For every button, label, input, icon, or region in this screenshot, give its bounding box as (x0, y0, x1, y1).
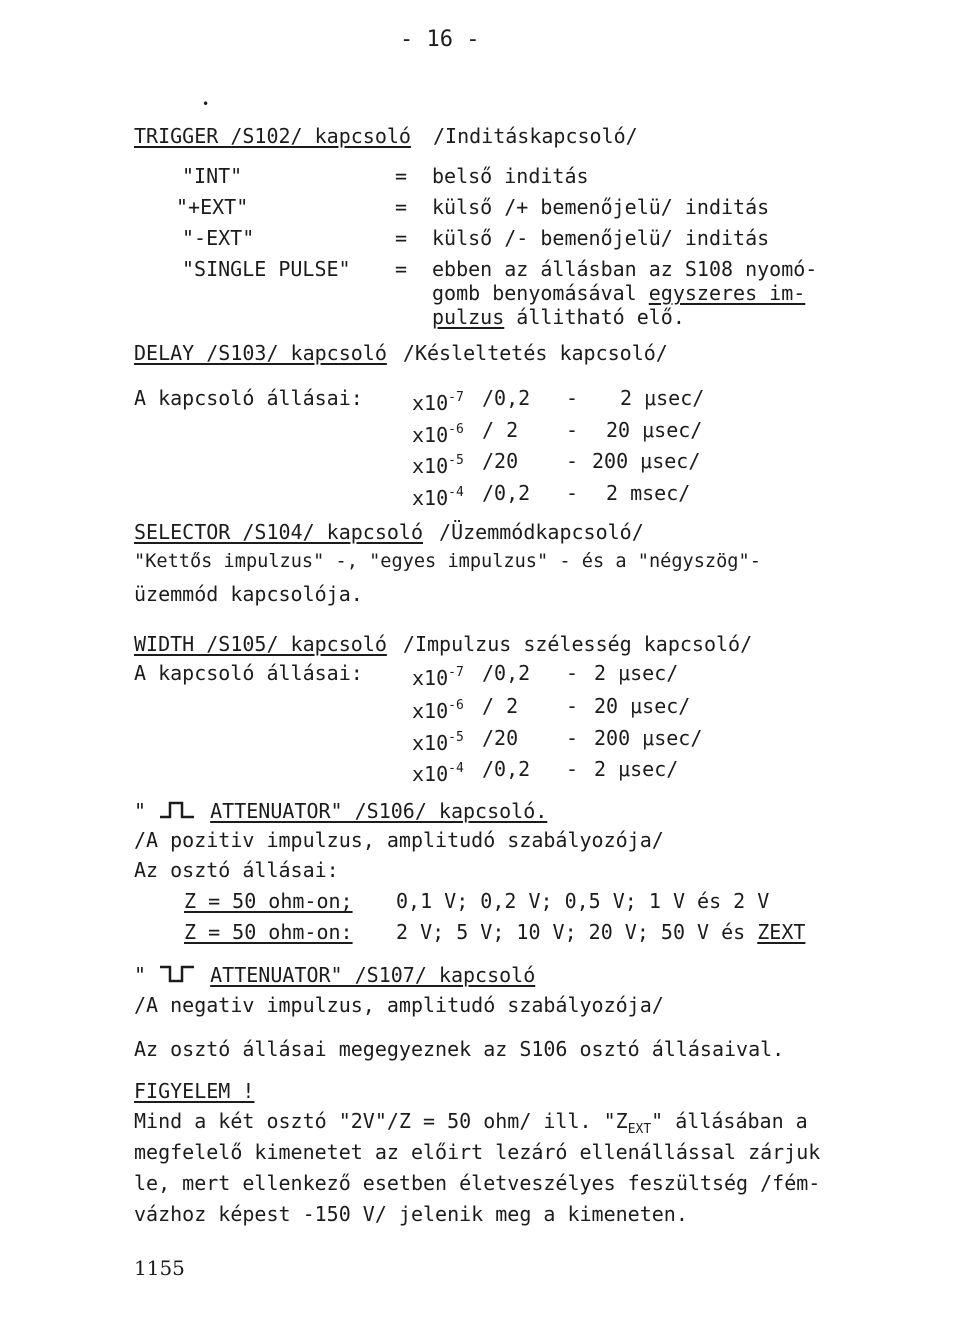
delay-row (412, 481, 464, 510)
delay-to: 2 msec/ (606, 481, 691, 505)
trigger-heading-line (134, 124, 638, 148)
page-number: - 16 - (400, 27, 480, 52)
delay-exponent: -5 (448, 453, 464, 468)
delay-dash: - (566, 418, 579, 442)
trigger-row-pext-key: "+EXT" (176, 195, 249, 219)
width-to: 2 μsec/ (594, 661, 679, 685)
neg-att-quote: " (134, 963, 147, 987)
warning-heading: FIGYELEM ! (134, 1079, 255, 1103)
delay-dash: - (566, 481, 579, 505)
width-label: A kapcsoló állásai: (134, 661, 363, 685)
trigger-cont-line-1 (432, 281, 805, 305)
width-exponent: -4 (448, 761, 464, 776)
width-row (412, 757, 464, 786)
delay-exponent: -7 (448, 390, 464, 405)
trigger-row-pext-eq: = (395, 195, 408, 219)
trigger-row-int-val: belső inditás (432, 164, 589, 188)
trigger-row-next-val: külső /- bemenőjelü/ inditás (432, 226, 770, 250)
pos-att-desc: /A pozitiv impulzus, amplitudó szabályozója/ (134, 828, 664, 852)
pos-att-z0-values-line (396, 920, 805, 944)
trigger-cont-2a: pulzus (432, 305, 505, 329)
pos-att-heading: ATTENUATOR" /S106/ kapcsoló. (210, 799, 548, 823)
delay-heading-desc: /Késleltetés kapcsoló/ (402, 341, 668, 365)
delay-base: x10 (412, 391, 449, 415)
delay-dash: - (566, 386, 579, 410)
neg-att-note: Az osztó állásai megegyeznek az S106 osztó állásaival. (134, 1037, 785, 1061)
warning-line-1a: Mind a két osztó "2V"/Z = 50 ohm/ ill. "Z (134, 1109, 628, 1133)
pos-att-z0-label: Z = 50 ohm-on: (184, 920, 353, 944)
delay-to: 200 μsec/ (592, 449, 701, 473)
width-row (412, 694, 464, 723)
trigger-row-single-key: "SINGLE PULSE" (182, 257, 351, 281)
trigger-cont-1b: egyszeres im- (648, 281, 806, 305)
pos-att-oszto-label: Az osztó állásai: (134, 858, 339, 882)
delay-to: 20 μsec/ (606, 418, 703, 442)
trigger-row-next-key: "-EXT" (182, 226, 255, 250)
width-to: 2 μsec/ (594, 757, 679, 781)
positive-pulse-icon (158, 800, 198, 820)
selector-line-2: üzemmód kapcsolója. (134, 582, 363, 606)
trigger-row-next-eq: = (395, 226, 408, 250)
width-dash: - (566, 661, 579, 685)
width-dash: - (566, 757, 579, 781)
delay-base: x10 (412, 486, 449, 510)
width-dash: - (566, 726, 579, 750)
delay-range: /20 (482, 449, 519, 473)
pos-att-z50-label: Z = 50 ohm-on; (184, 889, 353, 913)
delay-range: /0,2 (482, 386, 531, 410)
neg-att-desc: /A negativ impulzus, amplitudó szabályozója/ (134, 993, 664, 1017)
delay-heading-line (134, 341, 668, 365)
warning-line-1b: " állásában a (651, 1109, 808, 1133)
trigger-row-single-val: ebben az állásban az S108 nyomó- (432, 257, 818, 281)
neg-att-heading: ATTENUATOR" /S107/ kapcsoló (210, 963, 536, 987)
selector-heading: SELECTOR /S104/ kapcsoló (134, 520, 423, 544)
trigger-heading-desc: /Inditáskapcsoló/ (433, 124, 638, 148)
delay-label: A kapcsoló állásai: (134, 386, 363, 410)
footer-code: 1155 (134, 1256, 185, 1280)
trigger-cont-2b: állitható elő. (504, 305, 685, 329)
width-base: x10 (412, 731, 449, 755)
delay-base: x10 (412, 454, 449, 478)
delay-to: 2 μsec/ (620, 386, 705, 410)
delay-range: / 2 (482, 418, 519, 442)
trigger-row-int-eq: = (395, 164, 408, 188)
bullet-mark: • (202, 97, 210, 111)
width-range: /0,2 (482, 661, 531, 685)
width-row (412, 726, 464, 755)
pos-att-heading-line (134, 799, 547, 823)
width-heading-line (134, 632, 752, 656)
delay-range: /0,2 (482, 481, 531, 505)
selector-line-1: "Kettős impulzus" -, "egyes impulzus" - és a "négyszög"- (134, 551, 761, 572)
trigger-row-single-eq: = (395, 257, 408, 281)
width-base: x10 (412, 699, 449, 723)
width-exponent: -5 (448, 730, 464, 745)
width-range: / 2 (482, 694, 519, 718)
width-to: 200 μsec/ (594, 726, 703, 750)
trigger-heading: TRIGGER /S102/ kapcsoló (134, 124, 411, 148)
trigger-cont-line-2 (432, 305, 685, 329)
width-base: x10 (412, 762, 449, 786)
width-exponent: -7 (448, 665, 464, 680)
width-exponent: -6 (448, 698, 464, 713)
warning-line-2: megfelelő kimenetet az előirt lezáró ellenállással zárjuk (134, 1140, 821, 1164)
pos-att-quote: " (134, 799, 147, 823)
width-heading: WIDTH /S105/ kapcsoló (134, 632, 387, 656)
delay-exponent: -6 (448, 422, 464, 437)
delay-heading: DELAY /S103/ kapcsoló (134, 341, 387, 365)
neg-att-heading-line (134, 963, 535, 987)
warning-line-4: vázhoz képest -150 V/ jelenik meg a kimeneten. (134, 1202, 688, 1226)
pos-att-z0-values: 2 V; 5 V; 10 V; 20 V; 50 V és (396, 920, 758, 944)
width-row (412, 661, 464, 690)
width-to: 20 μsec/ (594, 694, 691, 718)
width-base: x10 (412, 666, 449, 690)
delay-row (412, 449, 464, 478)
width-heading-desc: /Impulzus szélesség kapcsoló/ (402, 632, 753, 656)
warning-line-1 (134, 1109, 808, 1142)
width-range: /20 (482, 726, 519, 750)
pos-att-zext: ZEXT (757, 920, 806, 944)
negative-pulse-icon (158, 964, 198, 984)
delay-exponent: -4 (448, 485, 464, 500)
warning-line-3: le, mert ellenkező esetben életveszélyes feszültség /fém- (134, 1171, 821, 1195)
delay-row (412, 418, 464, 447)
warning-zext-sub: EXT (627, 1122, 652, 1137)
trigger-row-int-key: "INT" (182, 164, 243, 188)
pos-att-z50-values: 0,1 V; 0,2 V; 0,5 V; 1 V és 2 V (396, 889, 770, 913)
delay-row (412, 386, 464, 415)
delay-dash: - (566, 449, 579, 473)
delay-base: x10 (412, 423, 449, 447)
width-range: /0,2 (482, 757, 531, 781)
trigger-cont-1a: gomb benyomásával (432, 281, 649, 305)
width-dash: - (566, 694, 579, 718)
trigger-row-pext-val: külső /+ bemenőjelü/ inditás (432, 195, 770, 219)
selector-heading-line (134, 520, 644, 544)
selector-heading-desc: /Üzemmódkapcsoló/ (439, 520, 644, 544)
